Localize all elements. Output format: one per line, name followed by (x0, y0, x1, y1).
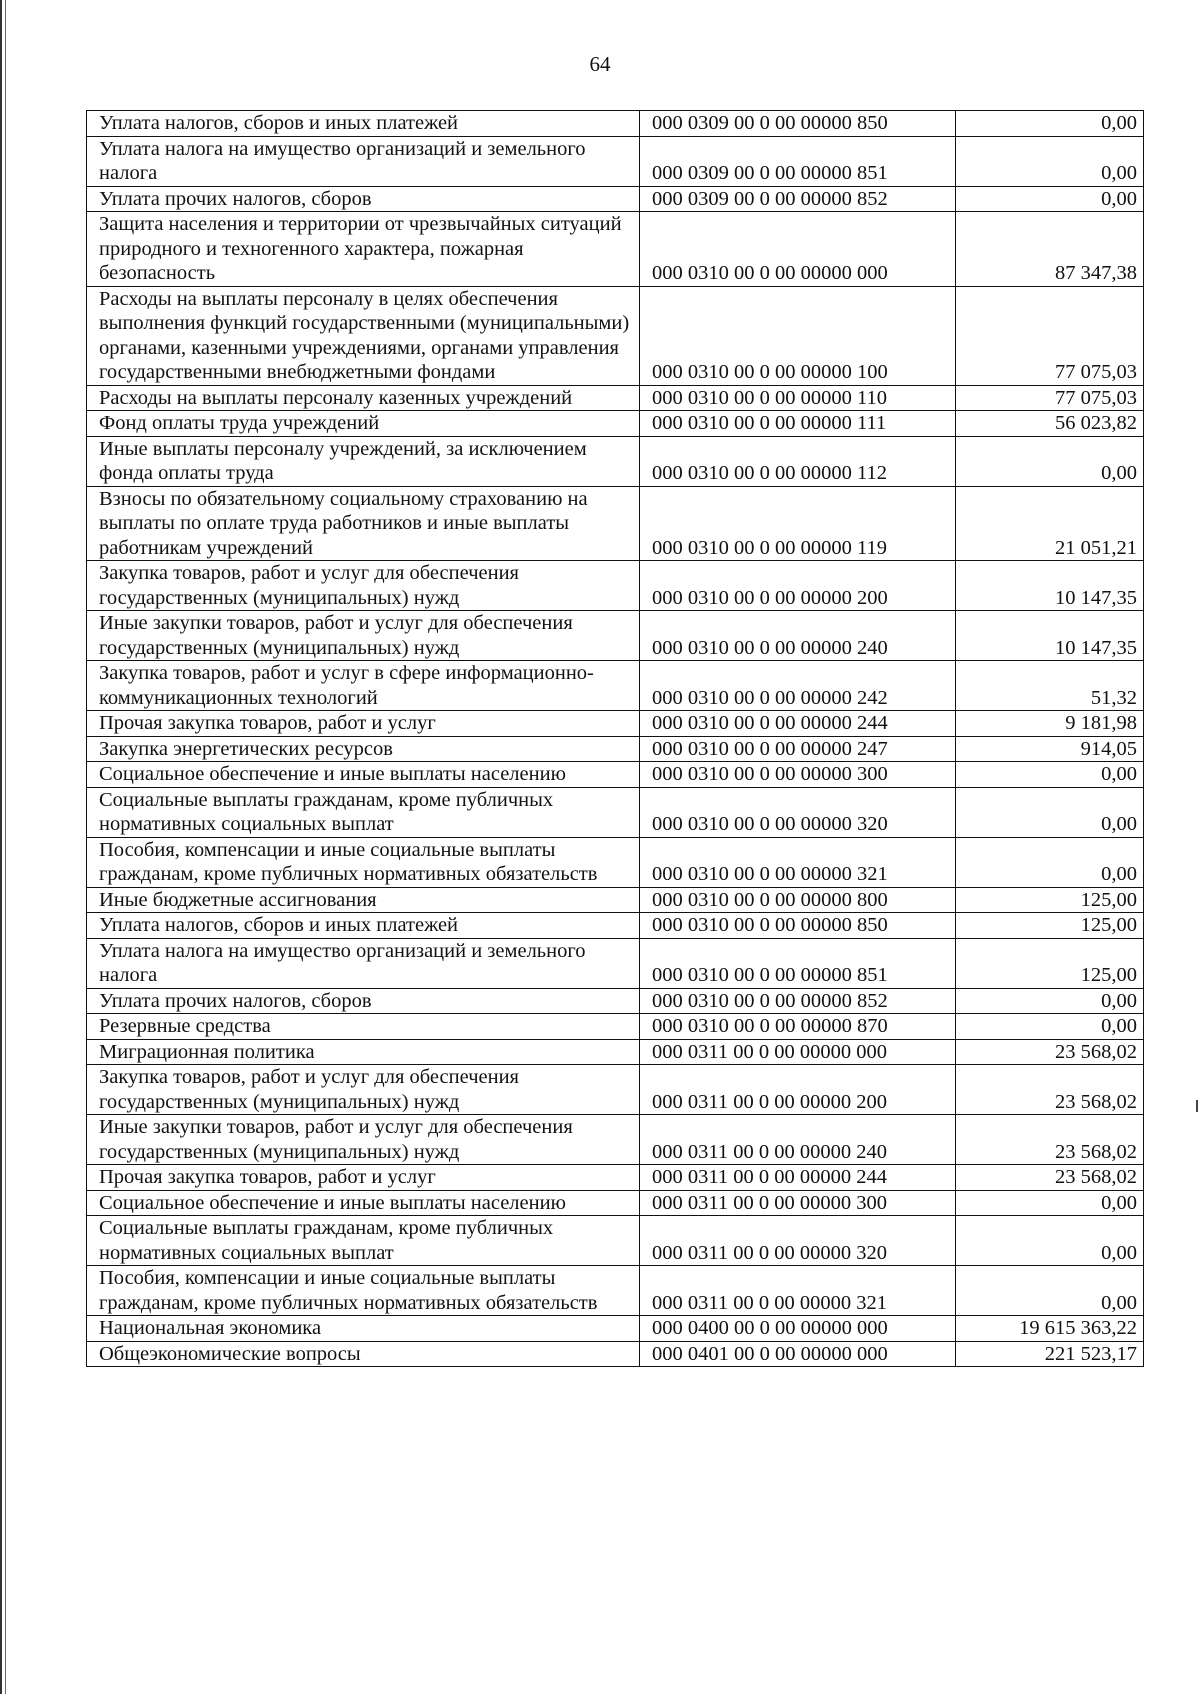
row-amount-cell: 0,00 (956, 1014, 1144, 1040)
row-amount-cell: 0,00 (956, 762, 1144, 788)
row-name-cell: Фонд оплаты труда учреждений (87, 411, 640, 437)
row-name-cell: Уплата прочих налогов, сборов (87, 988, 640, 1014)
row-code-cell: 000 0310 00 0 00 00000 852 (640, 988, 956, 1014)
row-amount-cell: 87 347,38 (956, 212, 1144, 287)
row-amount-cell: 23 568,02 (956, 1115, 1144, 1165)
table-row (87, 1341, 1144, 1367)
row-code-cell: 000 0310 00 0 00 00000 240 (640, 611, 956, 661)
row-amount-cell: 125,00 (956, 887, 1144, 913)
row-code-cell: 000 0310 00 0 00 00000 112 (640, 436, 956, 486)
row-code-cell: 000 0310 00 0 00 00000 321 (640, 837, 956, 887)
row-code-cell: 000 0310 00 0 00 00000 851 (640, 938, 956, 988)
row-name-cell: Закупка товаров, работ и услуг для обеспечения государственных (муниципальных) нужд (87, 1065, 640, 1115)
table-row (87, 1216, 1144, 1266)
row-name-cell: Социальные выплаты гражданам, кроме публичных нормативных социальных выплат (87, 1216, 640, 1266)
row-code-cell: 000 0310 00 0 00 00000 100 (640, 286, 956, 385)
row-name-cell: Прочая закупка товаров, работ и услуг (87, 711, 640, 737)
row-amount-cell: 0,00 (956, 988, 1144, 1014)
table-row (87, 1165, 1144, 1191)
row-name-cell: Прочая закупка товаров, работ и услуг (87, 1165, 640, 1191)
row-code-cell: 000 0310 00 0 00 00000 320 (640, 787, 956, 837)
row-amount-cell: 10 147,35 (956, 561, 1144, 611)
row-code-cell: 000 0310 00 0 00 00000 110 (640, 385, 956, 411)
row-name-cell: Взносы по обязательному социальному страхованию на выплаты по оплате труда работников и иные выплаты работникам учреждений (87, 486, 640, 561)
row-amount-cell: 0,00 (956, 1266, 1144, 1316)
row-amount-cell: 9 181,98 (956, 711, 1144, 737)
row-code-cell: 000 0311 00 0 00 00000 300 (640, 1190, 956, 1216)
row-code-cell: 000 0309 00 0 00 00000 852 (640, 186, 956, 212)
row-code-cell: 000 0311 00 0 00 00000 000 (640, 1039, 956, 1065)
table-row (87, 661, 1144, 711)
budget-table (86, 110, 1144, 1367)
row-name-cell: Уплата налогов, сборов и иных платежей (87, 913, 640, 939)
row-code-cell: 000 0311 00 0 00 00000 244 (640, 1165, 956, 1191)
row-amount-cell: 0,00 (956, 111, 1144, 137)
table-row (87, 212, 1144, 287)
row-code-cell: 000 0401 00 0 00 00000 000 (640, 1341, 956, 1367)
table-row (87, 1065, 1144, 1115)
table-row (87, 611, 1144, 661)
row-code-cell: 000 0309 00 0 00 00000 850 (640, 111, 956, 137)
row-code-cell: 000 0311 00 0 00 00000 321 (640, 1266, 956, 1316)
row-amount-cell: 23 568,02 (956, 1065, 1144, 1115)
row-name-cell: Уплата налога на имущество организаций и земельного налога (87, 938, 640, 988)
row-name-cell: Иные бюджетные ассигнования (87, 887, 640, 913)
row-name-cell: Уплата налогов, сборов и иных платежей (87, 111, 640, 137)
table-row (87, 1316, 1144, 1342)
row-name-cell: Пособия, компенсации и иные социальные выплаты гражданам, кроме публичных нормативных обязательств (87, 837, 640, 887)
row-code-cell: 000 0310 00 0 00 00000 247 (640, 736, 956, 762)
row-amount-cell: 23 568,02 (956, 1165, 1144, 1191)
row-amount-cell: 77 075,03 (956, 385, 1144, 411)
row-amount-cell: 10 147,35 (956, 611, 1144, 661)
row-code-cell: 000 0310 00 0 00 00000 870 (640, 1014, 956, 1040)
table-row (87, 561, 1144, 611)
table-row (87, 1014, 1144, 1040)
row-amount-cell: 0,00 (956, 787, 1144, 837)
row-name-cell: Расходы на выплаты персоналу в целях обеспечения выполнения функций государственными (муниципальными) органами, казенными учреждениями, органами управления государственными внебюджетными фондами (87, 286, 640, 385)
row-name-cell: Пособия, компенсации и иные социальные выплаты гражданам, кроме публичных нормативных обязательств (87, 1266, 640, 1316)
table-row (87, 988, 1144, 1014)
row-code-cell: 000 0310 00 0 00 00000 119 (640, 486, 956, 561)
row-code-cell: 000 0311 00 0 00 00000 320 (640, 1216, 956, 1266)
table-row (87, 1115, 1144, 1165)
table-row (87, 411, 1144, 437)
row-code-cell: 000 0400 00 0 00 00000 000 (640, 1316, 956, 1342)
row-name-cell: Социальное обеспечение и иные выплаты населению (87, 762, 640, 788)
row-amount-cell: 125,00 (956, 938, 1144, 988)
table-row (87, 486, 1144, 561)
row-name-cell: Закупка товаров, работ и услуг в сфере информационно-коммуникационных технологий (87, 661, 640, 711)
table-row (87, 436, 1144, 486)
row-amount-cell: 51,32 (956, 661, 1144, 711)
row-amount-cell: 77 075,03 (956, 286, 1144, 385)
table-row (87, 938, 1144, 988)
scan-edge-left (0, 0, 6, 1694)
table-row (87, 762, 1144, 788)
row-name-cell: Иные выплаты персоналу учреждений, за исключением фонда оплаты труда (87, 436, 640, 486)
row-name-cell: Иные закупки товаров, работ и услуг для обеспечения государственных (муниципальных) нужд (87, 611, 640, 661)
row-amount-cell: 0,00 (956, 1190, 1144, 1216)
row-name-cell: Социальное обеспечение и иные выплаты населению (87, 1190, 640, 1216)
table-row (87, 913, 1144, 939)
row-name-cell: Резервные средства (87, 1014, 640, 1040)
table-row (87, 887, 1144, 913)
table-row (87, 1039, 1144, 1065)
table-row (87, 837, 1144, 887)
scan-mark (1196, 1100, 1198, 1112)
row-code-cell: 000 0310 00 0 00 00000 800 (640, 887, 956, 913)
row-name-cell: Общеэкономические вопросы (87, 1341, 640, 1367)
table-row (87, 385, 1144, 411)
row-amount-cell: 125,00 (956, 913, 1144, 939)
row-name-cell: Расходы на выплаты персоналу казенных учреждений (87, 385, 640, 411)
row-name-cell: Иные закупки товаров, работ и услуг для обеспечения государственных (муниципальных) нужд (87, 1115, 640, 1165)
row-amount-cell: 0,00 (956, 436, 1144, 486)
row-amount-cell: 21 051,21 (956, 486, 1144, 561)
table-row (87, 111, 1144, 137)
table-row (87, 1190, 1144, 1216)
row-code-cell: 000 0310 00 0 00 00000 111 (640, 411, 956, 437)
row-amount-cell: 0,00 (956, 136, 1144, 186)
row-amount-cell: 23 568,02 (956, 1039, 1144, 1065)
row-amount-cell: 56 023,82 (956, 411, 1144, 437)
row-amount-cell: 19 615 363,22 (956, 1316, 1144, 1342)
page-number: 64 (589, 52, 611, 76)
row-name-cell: Закупка энергетических ресурсов (87, 736, 640, 762)
row-amount-cell: 0,00 (956, 1216, 1144, 1266)
row-name-cell: Миграционная политика (87, 1039, 640, 1065)
row-code-cell: 000 0310 00 0 00 00000 000 (640, 212, 956, 287)
table-row (87, 711, 1144, 737)
row-code-cell: 000 0310 00 0 00 00000 300 (640, 762, 956, 788)
row-code-cell: 000 0311 00 0 00 00000 200 (640, 1065, 956, 1115)
table-row (87, 186, 1144, 212)
row-name-cell: Уплата налога на имущество организаций и земельного налога (87, 136, 640, 186)
row-name-cell: Уплата прочих налогов, сборов (87, 186, 640, 212)
table-row (87, 736, 1144, 762)
row-code-cell: 000 0310 00 0 00 00000 850 (640, 913, 956, 939)
row-amount-cell: 0,00 (956, 186, 1144, 212)
row-name-cell: Защита населения и территории от чрезвычайных ситуаций природного и техногенного характера, пожарная безопасность (87, 212, 640, 287)
row-amount-cell: 221 523,17 (956, 1341, 1144, 1367)
table-row (87, 787, 1144, 837)
table-row (87, 286, 1144, 385)
row-code-cell: 000 0310 00 0 00 00000 244 (640, 711, 956, 737)
row-name-cell: Социальные выплаты гражданам, кроме публичных нормативных социальных выплат (87, 787, 640, 837)
row-code-cell: 000 0311 00 0 00 00000 240 (640, 1115, 956, 1165)
row-name-cell: Национальная экономика (87, 1316, 640, 1342)
table-row (87, 1266, 1144, 1316)
row-code-cell: 000 0310 00 0 00 00000 200 (640, 561, 956, 611)
budget-table-body (87, 111, 1144, 1367)
table-row (87, 136, 1144, 186)
row-name-cell: Закупка товаров, работ и услуг для обеспечения государственных (муниципальных) нужд (87, 561, 640, 611)
row-amount-cell: 914,05 (956, 736, 1144, 762)
row-code-cell: 000 0310 00 0 00 00000 242 (640, 661, 956, 711)
row-code-cell: 000 0309 00 0 00 00000 851 (640, 136, 956, 186)
row-amount-cell: 0,00 (956, 837, 1144, 887)
